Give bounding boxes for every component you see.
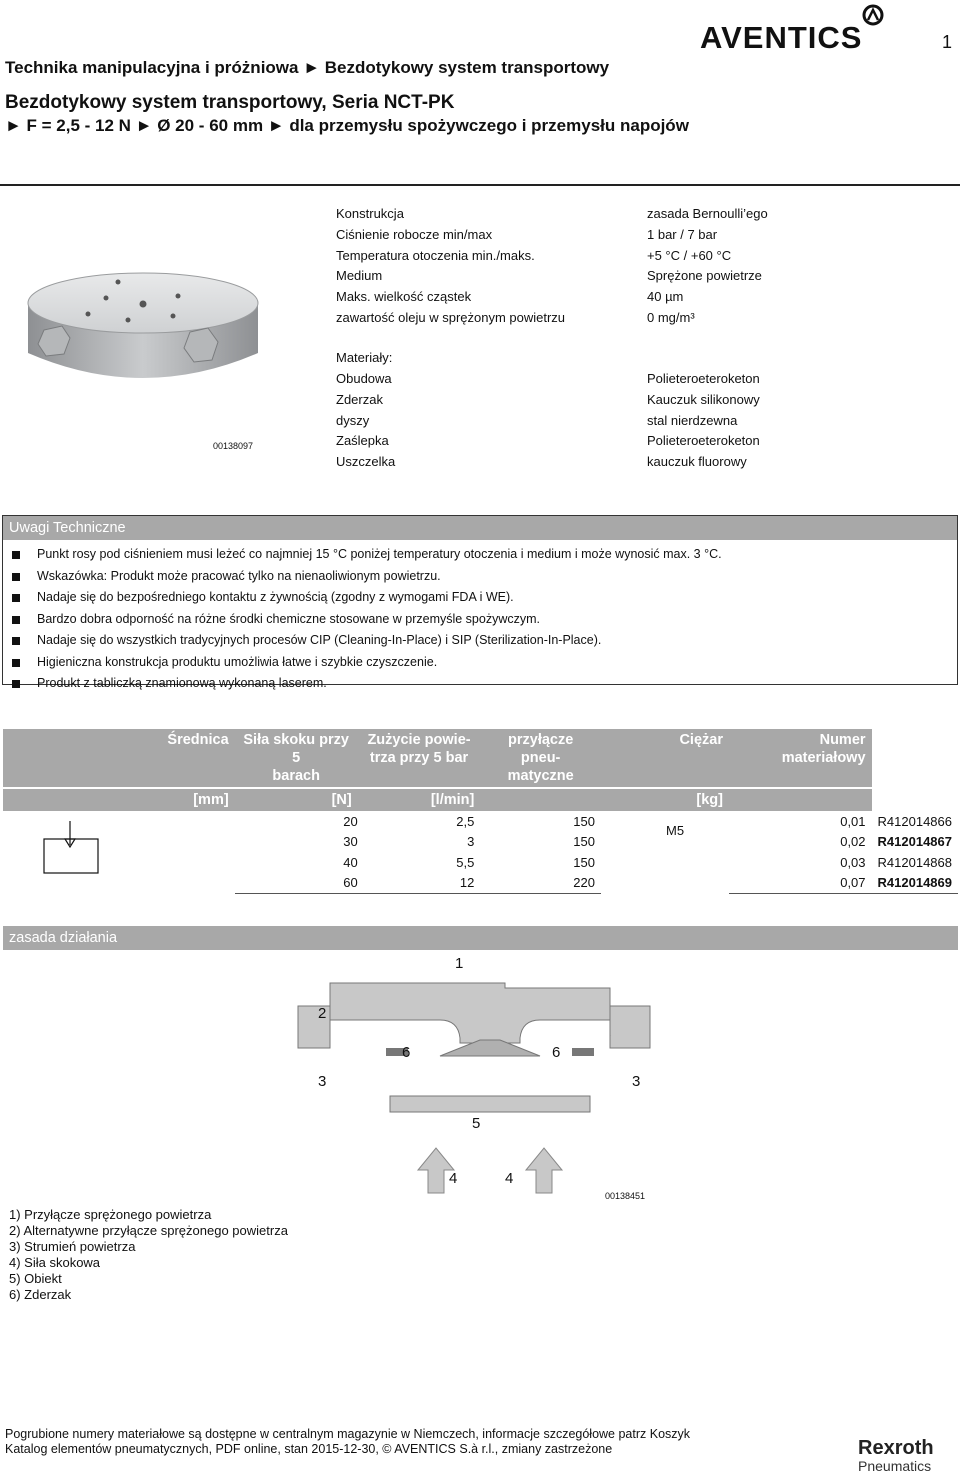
footer-note: Pogrubione numery materiałowe są dostępne w centralnym magazynie w Niemczech, informacje szczegółowe patrz Koszyk	[5, 1427, 691, 1441]
diagram-label-3b: 3	[632, 1073, 641, 1090]
diagram-label-3a: 3	[318, 1073, 327, 1090]
cell-air: 150	[573, 854, 595, 870]
spec-label: Maks. wielkość cząstek	[336, 289, 472, 305]
cell-weight: 0,02	[840, 834, 866, 850]
cell-part: R412014867	[877, 834, 952, 850]
material-value: Kauczuk silikonowy	[647, 391, 760, 407]
page-title: Bezdotykowy system transportowy, Seria NCT-PK	[5, 92, 455, 113]
cell-weight: 0,01	[840, 813, 866, 829]
diagram-label-6a: 6	[402, 1044, 411, 1061]
col-header-weight: Ciężar	[601, 729, 729, 788]
breadcrumb: Technika manipulacyjna i próżniowa ► Bezdotykowy system transportowy	[5, 58, 610, 77]
cell-port	[601, 811, 729, 894]
spec-value: 40 µm	[647, 289, 684, 305]
diagram-label-1: 1	[455, 955, 464, 972]
diagram-label-5: 5	[472, 1115, 481, 1132]
material-value: stal nierdzewna	[647, 412, 738, 428]
rexroth-subtitle: Pneumatics	[858, 1458, 932, 1474]
table-row	[3, 811, 958, 832]
cell-diameter: 30	[343, 834, 358, 850]
technical-notes	[2, 515, 958, 690]
product-image-id: 00138097	[213, 441, 254, 451]
page-subtitle: ► F = 2,5 - 12 N ► Ø 20 - 60 mm ► dla przemysłu spożywczego i przemysłu napojów	[5, 116, 689, 135]
note-item: Punkt rosy pod ciśnieniem musi leżeć co najmniej 15 °C poniżej temperatury otoczenia i medium i może wynosić max. 3 °C.	[3, 544, 957, 566]
note-item: Bardzo dobra odporność na różne środki chemiczne stosowane w przemyśle spożywczym.	[3, 609, 957, 631]
diagram-label-4a: 4	[449, 1170, 458, 1187]
cell-diameter: 40	[343, 854, 358, 870]
spec-label: Ciśnienie robocze min/max	[336, 226, 493, 242]
diagram-legend	[9, 1207, 288, 1304]
cell-force: 12	[358, 873, 481, 894]
material-value: Polieteroeteroketon	[647, 371, 760, 386]
col-header-air: Zużycie powie- trza przy 5 bar	[358, 729, 481, 788]
col-header-diameter: Średnica	[3, 729, 235, 788]
note-item: Nadaje się do wszystkich tradycyjnych procesów CIP (Cleaning-In-Place) i SIP (Sterilization-In-Place).	[3, 630, 957, 652]
product-image	[18, 268, 278, 413]
technical-notes-title: Uwagi Techniczne	[3, 516, 957, 540]
cell-air: 150	[573, 834, 595, 850]
aventics-logo	[700, 2, 890, 57]
note-item: Higieniczna konstrukcja produktu umożliwia łatwe i szybkie czyszczenie.	[3, 652, 957, 674]
unit-weight: [kg]	[601, 788, 729, 811]
svg-text:AVENTICS: AVENTICS	[700, 20, 863, 52]
spec-value: Sprężone powietrze	[647, 268, 762, 284]
rexroth-logo: Rexroth	[858, 1437, 934, 1459]
diagram-label-6b: 6	[552, 1044, 561, 1061]
spec-value: zasada Bernoulli’ego	[647, 206, 768, 221]
legend-item: 3) Strumień powietrza	[9, 1239, 136, 1255]
material-label: Zaślepka	[336, 433, 389, 449]
cell-diameter: 20	[343, 813, 358, 829]
technical-notes-list	[3, 544, 957, 695]
symbol-cell	[3, 811, 235, 894]
table-header-row	[3, 729, 958, 788]
table-units-row	[3, 788, 958, 811]
legend-item: 6) Zderzak	[9, 1287, 72, 1303]
spec-values	[647, 204, 768, 329]
cell-air: 150	[573, 813, 595, 829]
cell-diameter: 60	[235, 873, 358, 894]
spec-value: 0 mg/m³	[647, 309, 695, 325]
page-number: 1	[941, 32, 952, 52]
diagram-image-id: 00138451	[605, 1191, 646, 1201]
product-table	[3, 729, 958, 894]
material-value: Polieteroeteroketon	[647, 433, 760, 449]
header-separator	[0, 184, 960, 186]
spec-label: Konstrukcja	[336, 206, 404, 221]
note-item: Produkt z tabliczką znamionową wykonaną laserem.	[3, 673, 957, 695]
cell-force: 3	[467, 834, 475, 850]
unit-part	[729, 788, 872, 811]
pneumatic-symbol-icon	[41, 819, 111, 889]
unit-diameter: [mm]	[3, 788, 235, 811]
spec-value: +5 °C / +60 °C	[647, 247, 732, 263]
legend-item: 1) Przyłącze sprężonego powietrza	[9, 1207, 212, 1222]
col-header-port: przyłącze pneu- matyczne	[480, 729, 601, 788]
unit-air: [l/min]	[358, 788, 481, 811]
cell-force: 2,5	[456, 813, 475, 829]
spec-label: zawartość oleju w sprężonym powietrzu	[336, 309, 566, 325]
materials-heading: Materiały:	[336, 350, 393, 365]
note-item: Wskazówka: Produkt może pracować tylko na nienaoliwionym powietrzu.	[3, 566, 957, 588]
material-values	[647, 369, 760, 473]
spec-label: Medium	[336, 268, 383, 284]
cell-part: R412014866	[877, 813, 952, 829]
legend-item: 5) Obiekt	[9, 1271, 62, 1287]
unit-port	[480, 788, 601, 811]
cell-weight: 0,07	[729, 873, 872, 894]
cell-air: 220	[480, 873, 601, 894]
diagram-label-2: 2	[318, 1005, 327, 1022]
cell-part: R412014869	[872, 873, 958, 894]
material-label: dyszy	[336, 412, 370, 428]
col-header-force: Siła skoku przy 5 barach	[235, 729, 358, 788]
spec-labels	[336, 204, 565, 329]
spec-label: Temperatura otoczenia min./maks.	[336, 247, 535, 263]
material-label: Uszczelka	[336, 454, 396, 470]
principle-diagram	[290, 948, 690, 1203]
legend-item: 2) Alternatywne przyłącze sprężonego powietrza	[9, 1223, 288, 1239]
note-item: Nadaje się do bezpośredniego kontaktu z żywnością (zgodny z wymogami FDA i WE).	[3, 587, 957, 609]
material-value: kauczuk fluorowy	[647, 454, 747, 470]
footer-catalog: Katalog elementów pneumatycznych, PDF online, stan 2015-12-30, © AVENTICS S.à r.l., zmiany zastrzeżone	[5, 1442, 613, 1456]
diagram-label-4b: 4	[505, 1170, 514, 1187]
legend-item: 4) Siła skokowa	[9, 1255, 101, 1271]
unit-force: [N]	[235, 788, 358, 811]
material-labels	[336, 369, 395, 473]
principle-title: zasada działania	[3, 926, 958, 950]
port-value: M5	[666, 823, 685, 838]
col-header-part: Numer materiałowy	[729, 729, 872, 788]
cell-part: R412014868	[877, 854, 952, 870]
material-label: Obudowa	[336, 371, 392, 386]
cell-weight: 0,03	[840, 854, 866, 870]
material-label: Zderzak	[336, 391, 383, 407]
spec-value: 1 bar / 7 bar	[647, 226, 718, 242]
cell-force: 5,5	[456, 854, 475, 870]
